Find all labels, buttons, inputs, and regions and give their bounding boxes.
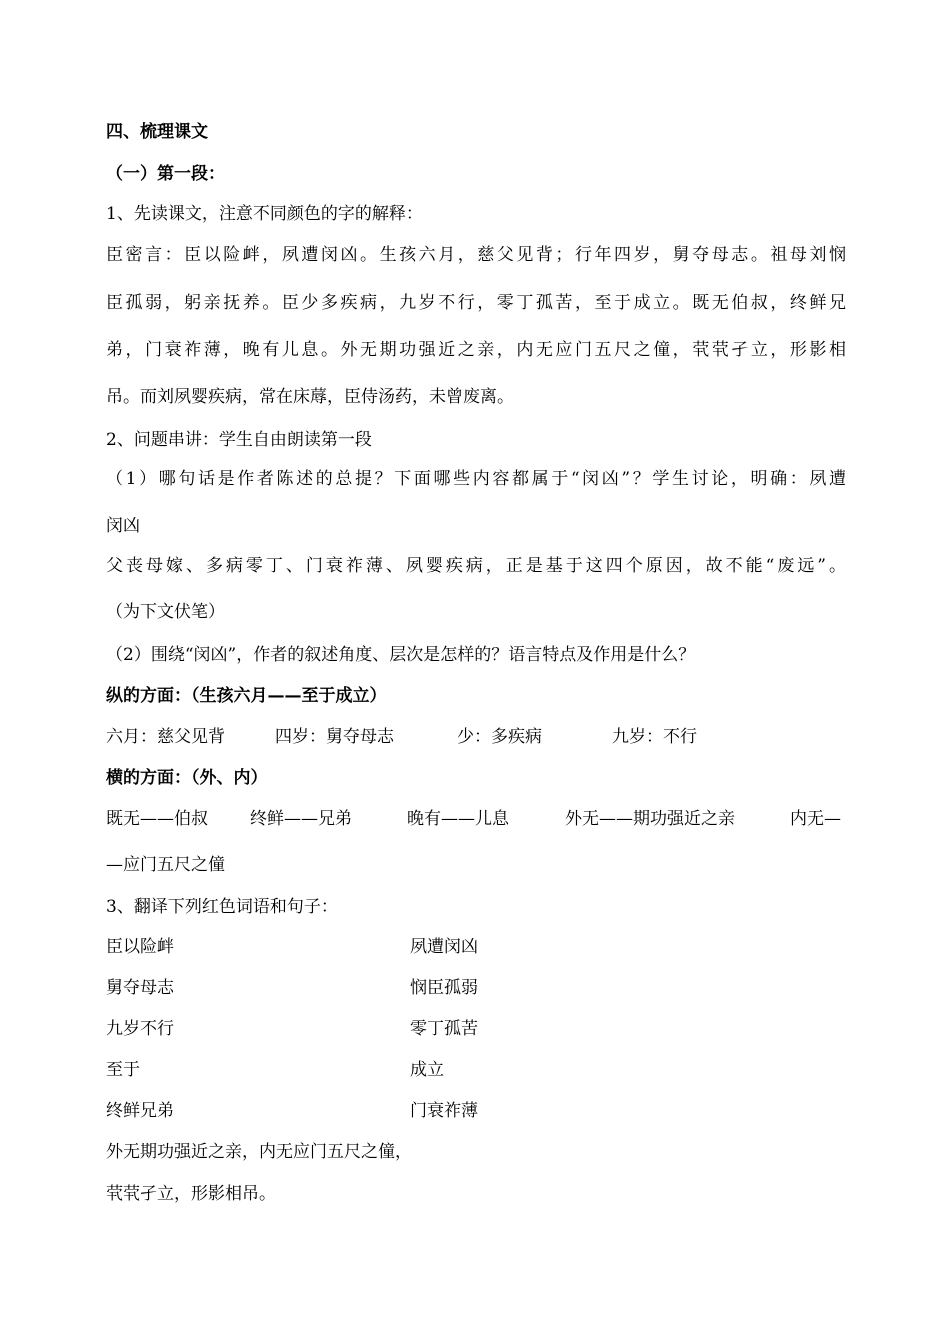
- vocab-right-3: 零丁孤苦: [410, 1019, 478, 1039]
- vocab-right-1: 夙遭闵凶: [410, 937, 478, 957]
- horizontal-item-continuation: —应门五尺之僮: [106, 855, 225, 875]
- section-title: 四、梳理课文: [106, 122, 208, 142]
- step1-instruction: 1、先读课文，注意不同颜色的字的解释：: [106, 204, 423, 224]
- passage-line-2: 臣孤弱，躬亲抚养。臣少多疾病，九岁不行，零丁孤苦，至于成立。既无伯叔，终鲜兄: [106, 293, 846, 313]
- question1-line-1: （1）哪句话是作者陈述的总提？下面哪些内容都属于“闵凶”？学生讨论，明确：夙遭: [106, 469, 846, 489]
- horizontal-item-1: 既无——伯叔: [106, 809, 208, 829]
- question1-line-4: （为下文伏笔）: [106, 602, 225, 622]
- step3-instruction: 3、翻译下列红色词语和句子：: [106, 897, 338, 917]
- vertical-heading: 纵的方面：（生孩六月——至于成立）: [106, 686, 387, 706]
- vertical-item-4: 九岁：不行: [612, 727, 697, 747]
- passage-line-1: 臣密言：臣以险衅，夙遭闵凶。生孩六月，慈父见背；行年四岁，舅夺母志。祖母刘悯: [106, 245, 846, 265]
- translation-sentence-1: 外无期功强近之亲，内无应门五尺之僮，: [106, 1142, 412, 1162]
- horizontal-heading: 横的方面：（外、内）: [106, 768, 268, 788]
- sub-title: （一）第一段：: [106, 164, 225, 184]
- translation-sentence-2: 茕茕孑立，形影相吊。: [106, 1184, 276, 1204]
- vocab-right-5: 门衰祚薄: [410, 1101, 478, 1121]
- vocab-left-1: 臣以险衅: [106, 937, 174, 957]
- horizontal-item-3: 晚有——儿息: [407, 809, 509, 829]
- passage-line-3: 弟，门衰祚薄，晚有儿息。外无期功强近之亲，内无应门五尺之僮，茕茕孑立，形影相: [106, 340, 846, 360]
- vocab-left-4: 至于: [106, 1060, 140, 1080]
- horizontal-item-4: 外无——期功强近之亲: [565, 809, 735, 829]
- question2: （2）围绕“闵凶”，作者的叙述角度、层次是怎样的？语言特点及作用是什么？: [106, 645, 696, 665]
- vertical-item-1: 六月：慈父见背: [106, 727, 225, 747]
- question1-line-2: 闵凶: [106, 516, 140, 536]
- vocab-right-2: 悯臣孤弱: [410, 978, 478, 998]
- vertical-item-3: 少：多疾病: [457, 727, 542, 747]
- vocab-left-2: 舅夺母志: [106, 978, 174, 998]
- horizontal-item-2: 终鲜——兄弟: [250, 809, 352, 829]
- question1-line-3: 父丧母嫁、多病零丁、门衰祚薄、夙婴疾病，正是基于这四个原因，故不能“废远”。: [106, 556, 846, 576]
- vocab-right-4: 成立: [410, 1060, 444, 1080]
- step2-instruction: 2、问题串讲：学生自由朗读第一段: [106, 430, 372, 450]
- vocab-left-5: 终鲜兄弟: [106, 1101, 174, 1121]
- vertical-item-2: 四岁：舅夺母志: [275, 727, 394, 747]
- passage-line-4: 吊。而刘夙婴疾病，常在床蓐，臣侍汤药，未曾废离。: [106, 387, 514, 407]
- horizontal-item-5: 内无—: [790, 809, 841, 829]
- vocab-left-3: 九岁不行: [106, 1019, 174, 1039]
